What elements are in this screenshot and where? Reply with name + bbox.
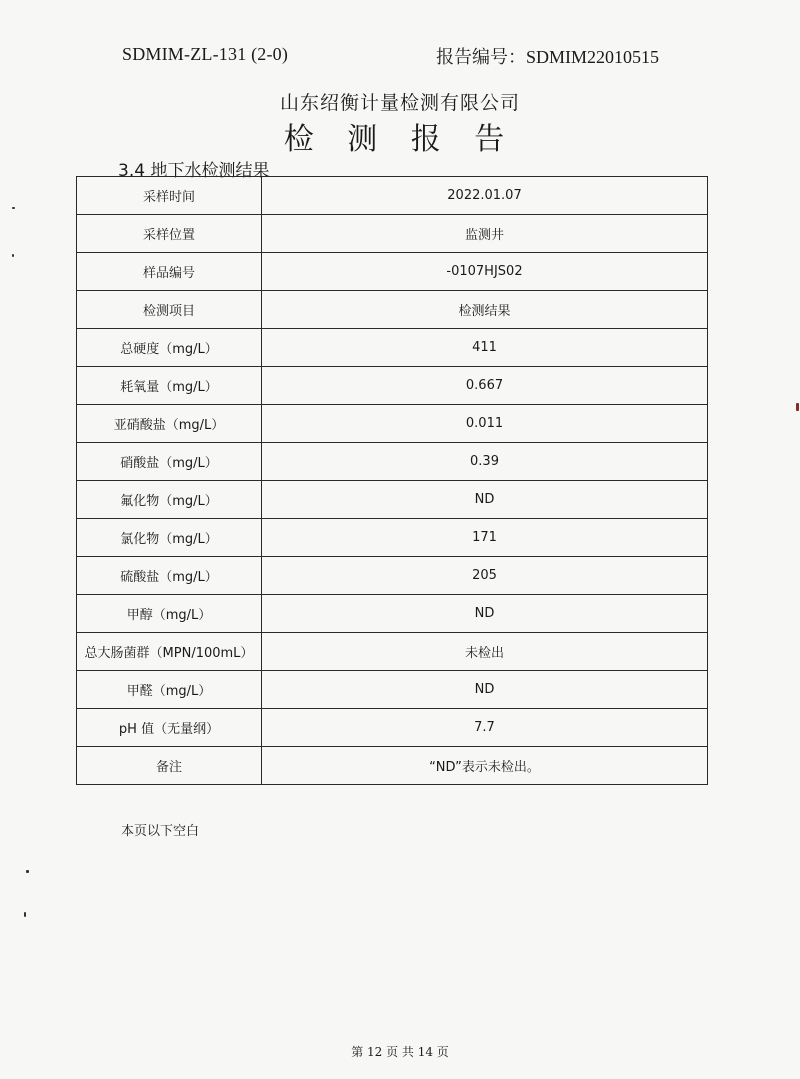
table-row bbox=[77, 557, 708, 595]
table-row bbox=[77, 747, 708, 785]
row-value: 0.39 bbox=[262, 443, 708, 481]
scan-speck bbox=[12, 207, 15, 209]
table-row bbox=[77, 215, 708, 253]
row-value: 监测井 bbox=[262, 215, 708, 253]
row-value: -0107HJS02 bbox=[262, 253, 708, 291]
row-value: ND bbox=[262, 671, 708, 709]
row-value: ND bbox=[262, 595, 708, 633]
table-row bbox=[77, 633, 708, 671]
row-label: 氯化物（mg/L） bbox=[77, 519, 262, 557]
row-label: 检测项目 bbox=[77, 291, 262, 329]
row-label: 氟化物（mg/L） bbox=[77, 481, 262, 519]
table-row bbox=[77, 481, 708, 519]
row-label: 甲醇（mg/L） bbox=[77, 595, 262, 633]
table-row bbox=[77, 291, 708, 329]
scan-speck bbox=[12, 254, 14, 257]
table-row bbox=[77, 595, 708, 633]
row-label: 采样时间 bbox=[77, 177, 262, 215]
scan-speck bbox=[26, 870, 29, 873]
table-row bbox=[77, 405, 708, 443]
row-label: 总硬度（mg/L） bbox=[77, 329, 262, 367]
table-row bbox=[77, 671, 708, 709]
table-row bbox=[77, 709, 708, 747]
row-label: 总大肠菌群（MPN/100mL） bbox=[77, 633, 262, 671]
table-row bbox=[77, 177, 708, 215]
row-value: 检测结果 bbox=[262, 291, 708, 329]
company-name: 山东绍衡计量检测有限公司 bbox=[279, 92, 520, 114]
row-value: 171 bbox=[262, 519, 708, 557]
row-label: 甲醛（mg/L） bbox=[77, 671, 262, 709]
section-title: 3.4 地下水检测结果 bbox=[118, 161, 270, 181]
page-number: 第 12 页 共 14 页 bbox=[351, 1045, 449, 1059]
blank-below-note: 本页以下空白 bbox=[121, 824, 200, 839]
row-value: 205 bbox=[262, 557, 708, 595]
row-value: 411 bbox=[262, 329, 708, 367]
row-label: 样品编号 bbox=[77, 253, 262, 291]
row-label: 采样位置 bbox=[77, 215, 262, 253]
table-row bbox=[77, 253, 708, 291]
scan-speck bbox=[796, 403, 799, 411]
row-label: 硝酸盐（mg/L） bbox=[77, 443, 262, 481]
results-table bbox=[76, 176, 708, 785]
table-row bbox=[77, 329, 708, 367]
row-label: 耗氧量（mg/L） bbox=[77, 367, 262, 405]
row-value: 0.011 bbox=[262, 405, 708, 443]
document-code: SDMIM-ZL-131 (2-0) bbox=[122, 44, 289, 64]
scan-speck bbox=[24, 912, 26, 917]
row-label: 硫酸盐（mg/L） bbox=[77, 557, 262, 595]
report-number: 报告编号：SDMIM22010515 bbox=[436, 47, 660, 67]
report-title: 检 测 报 告 bbox=[283, 122, 517, 157]
table-row bbox=[77, 443, 708, 481]
row-value: “ND”表示未检出。 bbox=[262, 747, 708, 785]
row-label: 备注 bbox=[77, 747, 262, 785]
row-label: 亚硝酸盐（mg/L） bbox=[77, 405, 262, 443]
row-value: 7.7 bbox=[262, 709, 708, 747]
row-value: 2022.01.07 bbox=[262, 177, 708, 215]
row-value: 0.667 bbox=[262, 367, 708, 405]
row-value: 未检出 bbox=[262, 633, 708, 671]
row-value: ND bbox=[262, 481, 708, 519]
table-row bbox=[77, 519, 708, 557]
table-row bbox=[77, 367, 708, 405]
row-label: pH 值（无量纲） bbox=[77, 709, 262, 747]
